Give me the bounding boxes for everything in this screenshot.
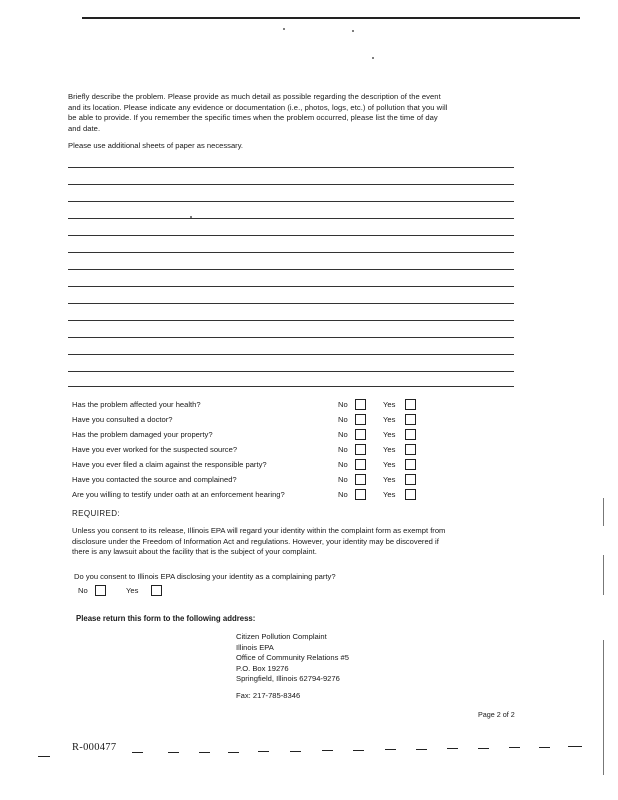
notice-line: disclosure under the Freedom of Information Act and regulations. However, your identity may be discovered if	[72, 536, 439, 546]
border-dash	[132, 752, 143, 753]
fax-number: Fax: 217-785-8346	[236, 691, 301, 700]
yes-label: Yes	[383, 430, 396, 439]
writing-line[interactable]	[68, 386, 514, 387]
border-dash	[539, 747, 550, 748]
notice-line: Unless you consent to its release, Illinois EPA will regard your identity within the complaint form as exempt from	[72, 526, 446, 535]
no-label: No	[338, 460, 348, 469]
consent-options	[78, 585, 198, 599]
no-label: No	[338, 400, 348, 409]
yes-checkbox[interactable]	[405, 444, 416, 455]
yes-checkbox[interactable]	[405, 489, 416, 500]
yes-label: Yes	[383, 490, 396, 499]
yes-checkbox[interactable]	[405, 459, 416, 470]
writing-line[interactable]	[68, 167, 514, 168]
border-dash	[199, 752, 210, 753]
yes-label: Yes	[383, 445, 396, 454]
question-text: Have you ever filed a claim against the responsible party?	[72, 460, 267, 469]
border-dash	[38, 756, 50, 757]
scan-speck	[283, 28, 285, 30]
question-row	[72, 428, 432, 442]
no-label: No	[338, 415, 348, 424]
scan-speck	[372, 57, 374, 59]
edge-mark	[603, 498, 604, 526]
no-label: No	[338, 430, 348, 439]
question-row	[72, 413, 432, 427]
yes-checkbox[interactable]	[405, 474, 416, 485]
no-checkbox[interactable]	[355, 489, 366, 500]
yes-label: Yes	[383, 415, 396, 424]
no-label: No	[338, 475, 348, 484]
writing-line[interactable]	[68, 303, 514, 304]
address-line: Citizen Pollution Complaint	[236, 632, 327, 641]
border-dash	[509, 747, 520, 748]
border-dash	[168, 752, 179, 753]
address-line: Illinois EPA	[236, 642, 274, 652]
question-text: Are you willing to testify under oath at an enforcement hearing?	[72, 490, 285, 499]
question-text: Have you consulted a doctor?	[72, 415, 173, 424]
no-checkbox[interactable]	[355, 414, 366, 425]
consent-question: Do you consent to Illinois EPA disclosing your identity as a complaining party?	[74, 572, 336, 581]
page-number: Page 2 of 2	[478, 710, 515, 719]
question-text: Has the problem affected your health?	[72, 400, 201, 409]
notice-line: there is any lawsuit about the facility that is the subject of your complaint.	[72, 547, 317, 556]
top-border-line	[82, 17, 580, 19]
writing-line[interactable]	[68, 371, 514, 372]
intro-line: Briefly describe the problem. Please provide as much detail as possible regarding the description of the event	[68, 92, 441, 101]
writing-line[interactable]	[68, 184, 514, 185]
no-label: No	[338, 445, 348, 454]
no-checkbox[interactable]	[355, 459, 366, 470]
identity-disclosure-notice	[72, 526, 520, 558]
required-heading: REQUIRED:	[72, 509, 121, 518]
no-checkbox[interactable]	[355, 429, 366, 440]
bates-number: R-000477	[72, 742, 117, 753]
writing-line[interactable]	[68, 201, 514, 202]
intro-line: and date.	[68, 123, 101, 133]
problem-description-instructions	[68, 92, 518, 134]
border-dash	[568, 746, 582, 747]
writing-line[interactable]	[68, 320, 514, 321]
border-dash	[228, 752, 239, 753]
writing-line[interactable]	[68, 269, 514, 270]
question-text: Has the problem damaged your property?	[72, 430, 213, 439]
writing-line[interactable]	[68, 218, 514, 219]
no-checkbox[interactable]	[355, 474, 366, 485]
writing-line[interactable]	[68, 286, 514, 287]
scan-speck	[352, 30, 354, 32]
yes-checkbox[interactable]	[405, 414, 416, 425]
no-label: No	[338, 490, 348, 499]
border-dash	[258, 751, 269, 752]
question-row	[72, 443, 432, 457]
question-row	[72, 488, 432, 502]
border-dash	[290, 751, 301, 752]
yes-label: Yes	[383, 475, 396, 484]
edge-mark	[603, 640, 604, 775]
writing-line[interactable]	[68, 337, 514, 338]
yes-checkbox[interactable]	[405, 399, 416, 410]
writing-line[interactable]	[68, 354, 514, 355]
intro-line: and its location. Please indicate any evidence or documentation (i.e., photos, logs, etc.) of pollution that you will	[68, 102, 448, 112]
border-dash	[447, 748, 458, 749]
address-line: Office of Community Relations #5	[236, 653, 349, 663]
no-checkbox[interactable]	[355, 444, 366, 455]
consent-yes-checkbox[interactable]	[151, 585, 162, 596]
border-dash	[385, 749, 396, 750]
question-text: Have you ever worked for the suspected source?	[72, 445, 238, 454]
question-row	[72, 473, 432, 487]
border-dash	[353, 750, 364, 751]
writing-line[interactable]	[68, 252, 514, 253]
return-instruction: Please return this form to the following address:	[76, 614, 256, 623]
mailing-address	[236, 632, 349, 685]
intro-line: be able to provide. If you remember the specific times when the problem occurred, please list the time of day	[68, 113, 438, 123]
consent-no-label: No	[78, 586, 88, 595]
border-dash	[322, 750, 333, 751]
question-text: Have you contacted the source and complained?	[72, 475, 237, 484]
additional-sheets-note: Please use additional sheets of paper as necessary.	[68, 141, 244, 150]
address-line: Springfield, Illinois 62794-9276	[236, 674, 340, 684]
address-line: P.O. Box 19276	[236, 663, 289, 673]
writing-line[interactable]	[68, 235, 514, 236]
question-row	[72, 458, 432, 472]
border-dash	[478, 748, 489, 749]
yes-checkbox[interactable]	[405, 429, 416, 440]
consent-no-checkbox[interactable]	[95, 585, 106, 596]
yes-label: Yes	[383, 400, 396, 409]
border-dash	[416, 749, 427, 750]
yes-label: Yes	[383, 460, 396, 469]
question-row	[72, 398, 432, 412]
edge-mark	[603, 555, 604, 595]
consent-yes-label: Yes	[126, 586, 139, 595]
no-checkbox[interactable]	[355, 399, 366, 410]
